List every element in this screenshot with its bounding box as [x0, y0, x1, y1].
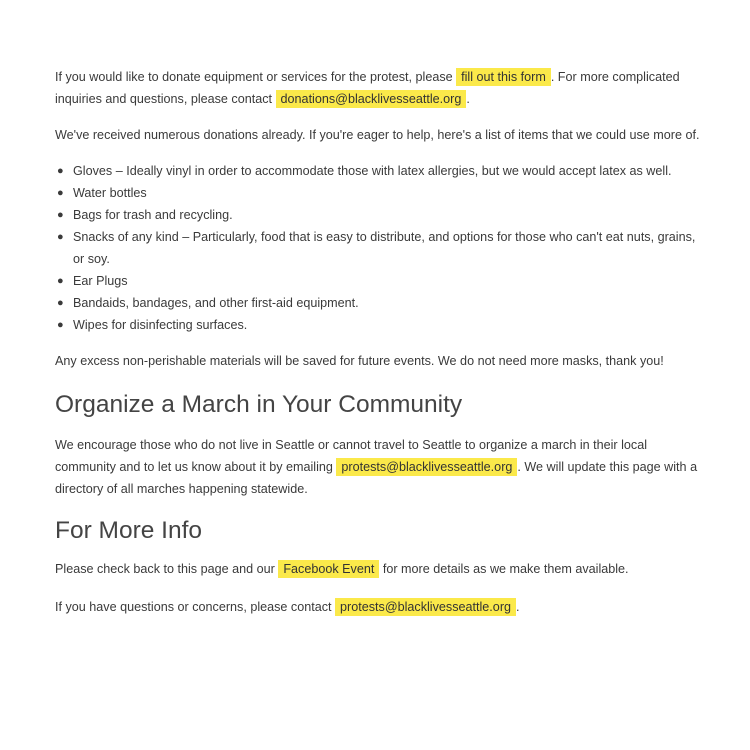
organize-text-before: We encourage those who do not live in Seattle or cannot travel to Seattle to organize a march in their local community and to let us know about it by emailing — [55, 438, 648, 474]
donate-text-after: . — [466, 92, 470, 106]
protests-email-link[interactable]: protests@blacklivesseattle.org — [336, 458, 517, 476]
list-item — [55, 160, 700, 182]
list-item-text: Snacks of any kind – Particularly, food that is easy to distribute, and options for those who can't eat nuts, grains, or soy. — [73, 230, 696, 266]
bullet-icon: ● — [57, 275, 64, 287]
bullet-icon: ● — [57, 297, 64, 309]
bullet-icon: ● — [57, 165, 64, 177]
list-item-text: Ear Plugs — [73, 274, 128, 288]
donations-email-link[interactable]: donations@blacklivesseattle.org — [276, 90, 467, 108]
list-item — [55, 314, 700, 336]
list-item — [55, 292, 700, 314]
list-item — [55, 226, 700, 270]
bullet-icon: ● — [57, 231, 64, 243]
received-paragraph: We've received numerous donations already. If you're eager to help, here's a list of items that we could use more of. — [55, 128, 700, 142]
donate-text-before: If you would like to donate equipment or services for the protest, please — [55, 70, 457, 84]
list-item — [55, 204, 700, 226]
list-item — [55, 182, 700, 204]
excess-paragraph: Any excess non-perishable materials will be saved for future events. We do not need more masks, thank you! — [55, 354, 664, 368]
article-content — [55, 66, 700, 618]
organize-text-after: . We will update this page with a directory of all marches happening statewide. — [55, 460, 698, 496]
donate-text-middle: . For more complicated inquiries and questions, please contact — [55, 70, 680, 106]
bullet-icon: ● — [57, 209, 64, 221]
check-text-before: Please check back to this page and our — [55, 562, 279, 576]
list-item-text: Gloves – Ideally vinyl in order to accommodate those with latex allergies, but we would accept latex as well. — [73, 164, 672, 178]
questions-text-before: If you have questions or concerns, please contact — [55, 600, 336, 614]
check-back-paragraph — [55, 558, 700, 580]
questions-text-after: . — [516, 600, 520, 614]
check-text-after: for more details as we make them available. — [379, 562, 629, 576]
fill-out-form-link[interactable]: fill out this form — [456, 68, 551, 86]
list-item-text: Water bottles — [73, 186, 147, 200]
bullet-icon: ● — [57, 319, 64, 331]
questions-paragraph — [55, 596, 700, 618]
list-item-text: Wipes for disinfecting surfaces. — [73, 318, 248, 332]
donation-items-list — [55, 160, 700, 336]
donate-paragraph — [55, 66, 700, 110]
bullet-icon: ● — [57, 187, 64, 199]
questions-email-link[interactable]: protests@blacklivesseattle.org — [335, 598, 516, 616]
organize-heading: Organize a March in Your Community — [55, 391, 463, 418]
list-item-text: Bandaids, bandages, and other first-aid equipment. — [73, 296, 359, 310]
facebook-event-link[interactable]: Facebook Event — [278, 560, 379, 578]
list-item — [55, 270, 700, 292]
list-item-text: Bags for trash and recycling. — [73, 208, 233, 222]
organize-paragraph — [55, 434, 700, 500]
more-info-heading: For More Info — [55, 517, 203, 544]
